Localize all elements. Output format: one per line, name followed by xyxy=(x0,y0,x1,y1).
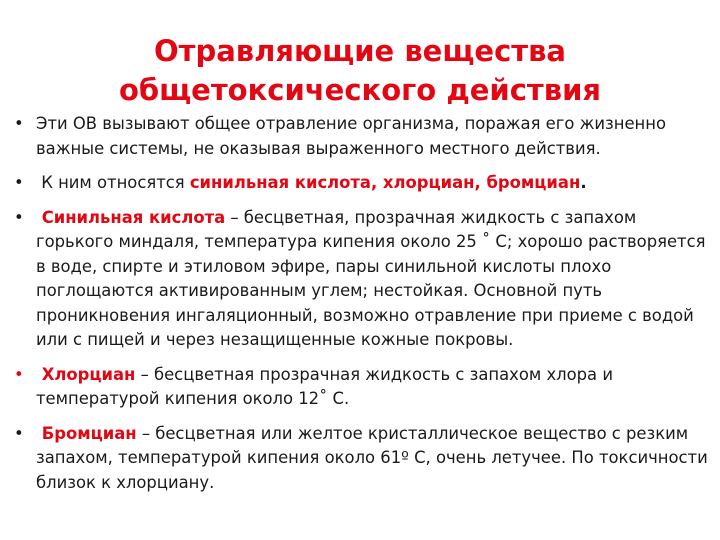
list-item xyxy=(14,422,718,496)
bullet-text: – бесцветная или желтое кристаллическое вещество с резким запахом, температурой кипения около 61º С, очень летучее. По токсичности близок к хлорциану. xyxy=(36,423,708,492)
list-item xyxy=(14,171,718,196)
bullet-icon: • xyxy=(14,364,24,384)
bullet-text: – бесцветная прозрачная жидкость с запахом хлора и температурой кипения около 12˚ С. xyxy=(36,364,613,408)
title-line-1: Отравляющие вещества xyxy=(153,34,566,68)
bullet-highlight: Синильная кислота xyxy=(36,207,226,227)
bullet-list xyxy=(14,112,718,505)
bullet-icon: • xyxy=(14,207,24,227)
list-item xyxy=(14,206,718,353)
bullet-icon: • xyxy=(14,114,24,133)
bullet-prefix: К ним относятся xyxy=(36,173,190,192)
bullet-highlight: синильная кислота, хлорциан, бромциан xyxy=(189,173,581,192)
bullet-text: Эти ОВ вызывают общее отравление организма, поражая его жизненно важные системы, не оказывая выраженного местного действия. xyxy=(36,114,666,158)
bullet-icon: • xyxy=(14,423,24,443)
title-line-2: общетоксического действия xyxy=(118,73,602,107)
page-title xyxy=(40,32,680,110)
bullet-suffix: . xyxy=(580,173,587,192)
list-item xyxy=(14,112,718,161)
bullet-highlight: Бромциан xyxy=(36,423,137,443)
bullet-highlight: Хлорциан xyxy=(36,364,136,384)
list-item xyxy=(14,363,718,412)
bullet-icon: • xyxy=(14,173,24,192)
bullet-text: – бесцветная, прозрачная жидкость с запахом горького миндаля, температура кипения около 25 ˚ С; хорошо растворяется в воде, спирте и этиловом эфире, пары синильной кислоты плохо поглощаются активированным углем; нестойкая. Основной путь проникновения ингаляционный, возможно отравление при приеме с водой или с пищей и через незащищенные кожные покровы. xyxy=(36,207,706,349)
